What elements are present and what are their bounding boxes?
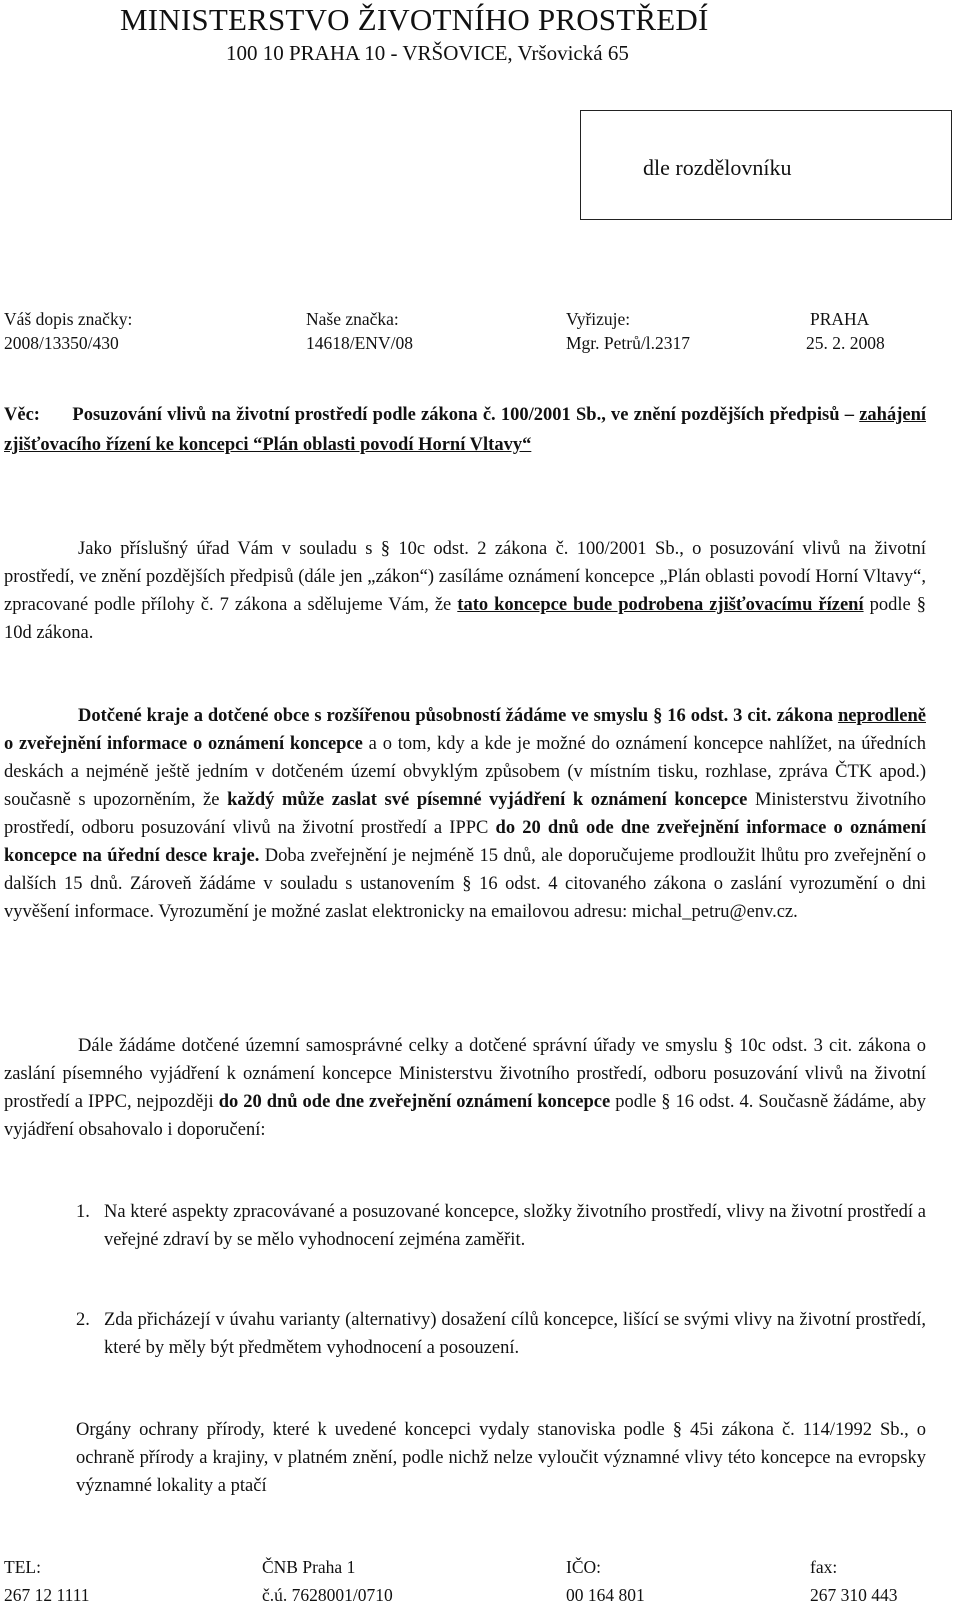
footer-ico-label: IČO: — [566, 1557, 601, 1577]
your-ref-label: Váš dopis značky: — [4, 309, 133, 329]
our-ref-label: Naše značka: — [306, 309, 399, 329]
footer-fax-label: fax: — [810, 1557, 838, 1577]
list-item: 1. Na které aspekty zpracovávané a posuzované koncepce, složky životního prostředí, vlivy na životní prostředí a veřejné zdraví by se mělo vyhodnocení zejména zaměřit. — [76, 1202, 926, 1250]
your-ref-value: 2008/13350/430 — [4, 333, 119, 353]
recipient-box — [580, 110, 952, 220]
recipient-text: dle rozdělovníku — [643, 155, 792, 180]
footer-bank-value: č.ú. 7628001/0710 — [262, 1585, 393, 1605]
subject-line — [4, 400, 926, 460]
paragraph-1: Jako příslušný úřad Vám v souladu s § 10c odst. 2 zákona č. 100/2001 Sb., o posuzování vlivů na životní prostředí, ve znění pozdějších předpisů (dále jen „zákon“) zasíláme oznámení koncepce „Plán oblasti povodí Horní Vltavy“, zpracované podle přílohy č. 7 zákona a sdělujeme Vám, že tato koncepce bude podrobena zjišťovacímu řízení podle § 10d zákona. — [4, 539, 926, 643]
ministry-address: 100 10 PRAHA 10 - VRŠOVICE, Vršovická 65 — [226, 41, 629, 65]
date: 25. 2. 2008 — [806, 333, 885, 353]
footer-tel-label: TEL: — [4, 1557, 41, 1577]
footer-fax-value: 267 310 443 — [810, 1585, 898, 1605]
list-item: 2. Zda přicházejí v úvahu varianty (alternativy) dosažení cílů koncepce, lišící se svými vlivy na životní prostředí, které by měly být předmětem vyhodnocení a posouzení. — [76, 1310, 926, 1358]
subject-label: Věc: — [4, 405, 40, 425]
subject-text: Posuzování vlivů na životní prostředí podle zákona č. 100/2001 Sb., ve znění pozdějších předpisů – — [72, 405, 860, 425]
paragraph-2: Dotčené kraje a dotčené obce s rozšířenou působností žádáme ve smyslu § 16 odst. 3 cit. zákona neprodleně o zveřejnění informace o oznámení koncepce a o tom, kdy a kde je možné do oznámení koncepce nahlížet, na úředních deskách a nejméně ještě jedním v dotčeném území obvyklým způsobem (v místním tisku, rozhlase, zpráva ČTK apod.) současně s upozorněním, že každý může zaslat své písemné vyjádření k oznámení koncepce Ministerstvu životního prostředí, odboru posuzování vlivů na životní prostředí a IPPC do 20 dnů ode dne zveřejnění informace o oznámení koncepce na úřední desce kraje. Doba zveřejnění je nejméně 15 dnů, ale doporučujeme prodloužit lhůtu pro zveřejnění o dalších 15 dnů. Zároveň žádáme v souladu s ustanovením § 16 odst. 4 citovaného zákona o zaslání vyrozumění o dni vyvěšení informace. Vyrozumění je možné zaslat elektronicky na emailovou adresu: michal_petru@env.cz. — [4, 706, 926, 922]
paragraph-4: Orgány ochrany přírody, které k uvedené koncepci vydaly stanoviska podle § 45i zákona č. 114/1992 Sb., o ochraně přírody a krajiny, v platném znění, podle nichž nelze vyloučit významné vlivy této koncepce na evropsky významné lokality a ptačí — [76, 1420, 926, 1496]
ministry-title: MINISTERSTVO ŽIVOTNÍHO PROSTŘEDÍ — [120, 2, 709, 37]
footer-ico-value: 00 164 801 — [566, 1585, 645, 1605]
subject-underlined: zahájení zjišťovacího řízení ke koncepci “Plán oblasti povodí Horní Vltavy“ — [4, 405, 927, 455]
our-ref-value: 14618/ENV/08 — [306, 333, 413, 353]
place: PRAHA — [810, 309, 870, 329]
p1-underlined: tato koncepce bude podrobena zjišťovacímu řízení — [457, 595, 864, 615]
handled-value: Mgr. Petrů/l.2317 — [566, 333, 690, 353]
handled-label: Vyřizuje: — [566, 309, 631, 329]
paragraph-3: Dále žádáme dotčené územní samosprávné celky a dotčené správní úřady ve smyslu § 10c odst. 3 cit. zákona o zaslání písemného vyjádření k oznámení koncepce Ministerstvu životního prostředí, odboru posuzování vlivů na životní prostředí a IPPC, nejpozději do 20 dnů ode dne zveřejnění oznámení koncepce podle § 16 odst. 4. Současně žádáme, aby vyjádření obsahovalo i doporučení: — [4, 1036, 927, 1140]
footer-bank-label: ČNB Praha 1 — [262, 1557, 356, 1577]
footer-tel-value: 267 12 1111 — [4, 1585, 90, 1605]
